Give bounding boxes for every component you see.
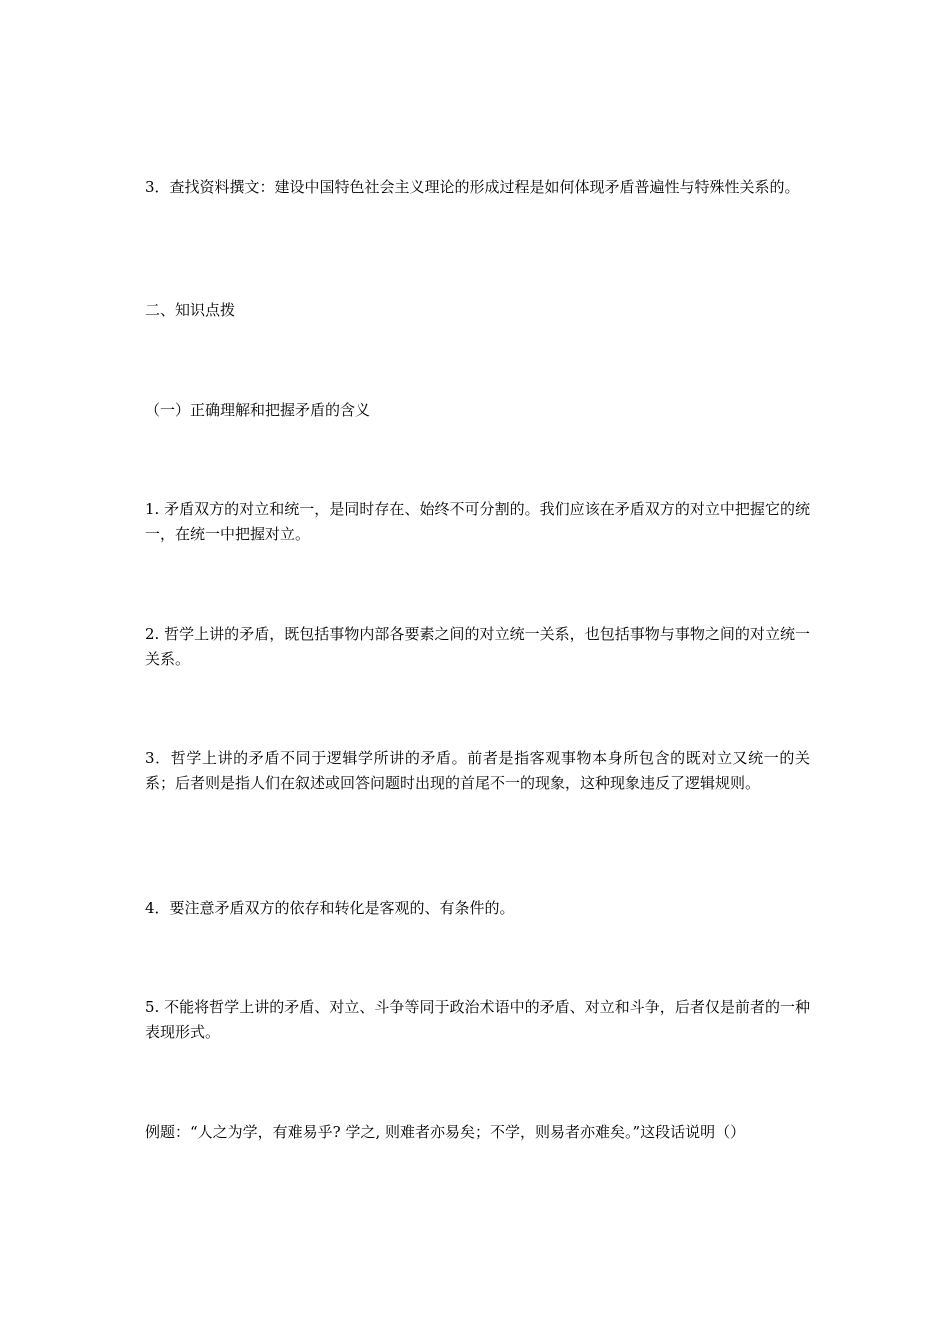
subsection-heading: （一）正确理解和把握矛盾的含义 <box>145 401 371 419</box>
example-question-paragraph: 例题：“人之为学，有难易乎? 学之, 则难者亦易矣；不学，则易者亦难矣。”这段话说明（） <box>145 1123 746 1141</box>
point-2-paragraph: 2. 哲学上讲的矛盾，既包括事物内部各要素之间的对立统一关系，也包括事物与事物之间的对立统一关系。 <box>145 625 810 668</box>
point-4-paragraph: 4．要注意矛盾双方的依存和转化是客观的、有条件的。 <box>145 899 515 917</box>
section-heading: 二、知识点拨 <box>145 301 236 319</box>
question-3-paragraph: 3．查找资料撰文：建设中国特色社会主义理论的形成过程是如何体现矛盾普遍性与特殊性关系的。 <box>145 178 800 196</box>
point-5-paragraph: 5. 不能将哲学上讲的矛盾、对立、斗争等同于政治术语中的矛盾、对立和斗争，后者仅是前者的一种表现形式。 <box>145 998 810 1041</box>
point-3-paragraph: 3．哲学上讲的矛盾不同于逻辑学所讲的矛盾。前者是指客观事物本身所包含的既对立又统一的关系；后者则是指人们在叙述或回答问题时出现的首尾不一的现象，这种现象违反了逻辑规则。 <box>145 749 810 792</box>
point-1-paragraph: 1. 矛盾双方的对立和统一，是同时存在、始终不可分割的。我们应该在矛盾双方的对立中把握它的统一，在统一中把握对立。 <box>145 500 810 543</box>
